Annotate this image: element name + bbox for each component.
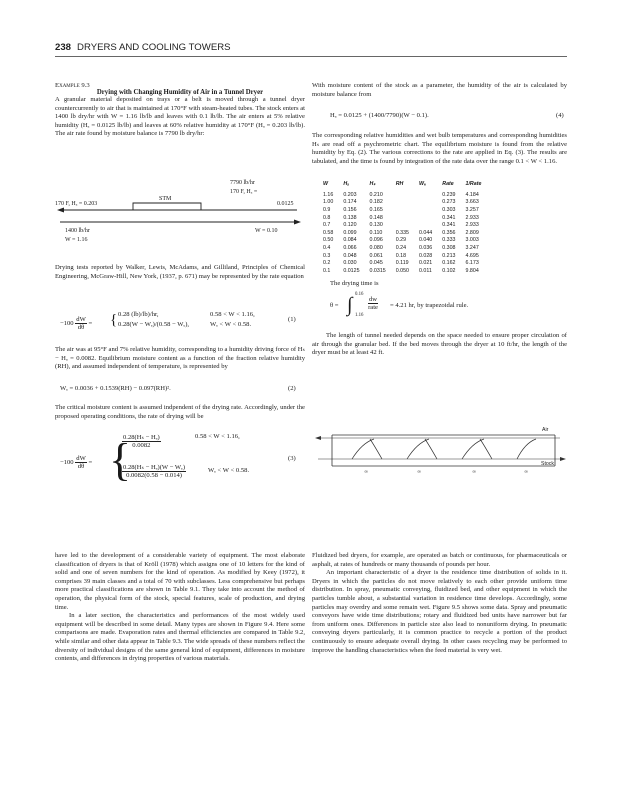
table-cell	[391, 221, 414, 229]
flow-markers	[364, 469, 528, 475]
table-cell: 0.148	[369, 214, 383, 221]
table-cell: 2.933	[465, 214, 479, 221]
eq3-derivative: $\frac{dW}{d\theta}$	[76, 455, 86, 470]
example-right-column-length	[312, 332, 567, 358]
table-cell: 0.333	[442, 237, 456, 244]
figure-stock-label: Stock	[541, 461, 554, 467]
airflow-arcs	[352, 439, 536, 459]
table-cell: 0.048	[343, 252, 357, 259]
eq1-brace: {	[110, 312, 118, 328]
table-cell: 0.182	[369, 199, 383, 206]
table-row	[318, 214, 486, 222]
eq1-number: (1)	[288, 316, 296, 323]
example-left-column-lower	[55, 264, 305, 281]
running-title: DRYERS AND COOLING TOWERS	[77, 42, 231, 53]
table-row	[318, 199, 486, 207]
table-cell: 3.247	[465, 244, 479, 251]
right-para-method: The corresponding relative humidities and wet bulb temperatures and corresponding humidities Hₛ are read off a psychrometric chart. The equilibrium moisture is found from the relative humidity by Eq. (2). The various corrections to the rate are applied in Eq. (3). The results are tabulated, and the time is found by integration of the rate data over the range 0.1 < W < 1.16.	[312, 132, 567, 165]
body-right-column	[312, 552, 567, 655]
table-cell: 3.257	[465, 206, 479, 213]
table-row	[318, 191, 486, 199]
table-cell: 0.356	[442, 229, 456, 236]
equation-2	[60, 385, 304, 392]
table-cell: 6.173	[465, 260, 479, 267]
table-row	[318, 206, 486, 214]
example-intro: A granular material deposited on trays or a belt is moved through a tunnel dryer countercurrently to air that is maintained at 170°F with steam-heated tubes. The stock enters at 1400 lb dry/hr with W = 1.16 lb/lb and leaves with 0.1 lb/lb. The air enters at 5% relative humidity (Hₐ = 0.0125 lb/lb) and leaves at 60% relative humidity at 170°F (Hₐ = 0.203 lb/lb). The air rate found by moisture balance is 7790 lb dry/hr:	[55, 96, 305, 138]
table-cell: 0.341	[442, 214, 456, 221]
table-row	[318, 267, 486, 275]
table-cell: 0.18	[395, 252, 407, 259]
example-para-rate-tests: Drying tests reported by Walker, Lewis, McAdams, and Gilliland, Principles of Chemical Engineering, McGraw-Hill, New York, (1937, p. 671) may be represented by the rate equation	[55, 264, 305, 280]
body-left-para-2: In a later section, the characteristics and performances of the most widely used equipment will be described in some detail. Many types are shown in Figure 9.4. Here some comparisons are made. Evaporation rates and thermal efficiencies are compared in Table 9.2, while similar and other data appear in Table 9.3. The wide spreads of these numbers reflect the diversity of individual designs of the same general kind of equipment, differences in moisture contents, and differences in drying properties of various materials.	[55, 612, 305, 663]
right-para-tunnel-length: The length of tunnel needed depends on the space needed to ensure proper circulation of air through the granular bed. If the bed moves through the dryer at 10 ft/hr, the length of the dryer must be at least 42 ft.	[312, 332, 567, 357]
table-cell: 0.138	[343, 214, 357, 221]
table-cell: 0.110	[369, 229, 383, 236]
table-cell: 0.303	[442, 206, 456, 213]
table-cell	[414, 214, 437, 222]
table-row	[318, 221, 486, 229]
table-cell: 0.29	[395, 237, 407, 244]
table-cell: 0.335	[395, 229, 409, 236]
equation-1	[60, 310, 304, 332]
eq1-range-2: Wₑ < W < 0.58.	[210, 321, 252, 328]
table-body	[318, 191, 486, 275]
table-cell: 0.0315	[369, 267, 386, 274]
table-cell: 0.203	[343, 191, 357, 198]
svg-text:∞: ∞	[364, 469, 369, 475]
table-cell: 0.165	[369, 206, 383, 213]
table-header-cell: Rate	[442, 181, 454, 187]
eq3-lhs: −100 $\frac{dW}{d\theta}$ =	[60, 455, 93, 470]
example-left-column-humidity	[55, 346, 305, 372]
table-row	[318, 259, 486, 267]
table-cell: 0.4	[323, 244, 331, 251]
table-cell: 0.3	[323, 252, 331, 259]
table-cell: 0.050	[395, 267, 409, 274]
air-arrow-icon	[57, 208, 64, 213]
table-header-row	[318, 177, 486, 191]
eq3-range-2: Wₑ < W < 0.58.	[208, 467, 250, 474]
results-table-wrap	[318, 177, 486, 275]
body-right-para-2: An important characteristic of a dryer is the residence time distribution of solids in it. Dryers in which the particles do not move relatively to each other provide uniform time distribution. In spray, pneumatic conveying, fluidized bed, and other equipment in which the particles tumble about, a substantial variation in residence time develops. Accordingly, some particles may overdry and some remain wet. Figure 9.5 shows some data. Spray and pneumatic conveyors have wide time distributions; rotary and fluidized bed units have narrower but far from uniform ones. Differences in particle size also lead to nonuniform drying. In pneumatic conveying dryers particularly, it is common practice to recycle a portion of the product continuously to ensure adequate overall drying. In other cases recycling may be performed to improve the handling characteristics when the feed material is very wet.	[312, 569, 567, 654]
table-cell: 0.239	[442, 191, 456, 198]
table-cell: 0.162	[442, 260, 456, 267]
air-inlet-humidity: 0.0125	[277, 201, 294, 207]
table-cell: 0.273	[442, 199, 456, 206]
table-cell: 0.7	[323, 222, 331, 229]
eq1-derivative: $\frac{dW}{d\theta}$	[76, 316, 86, 331]
table-cell: 0.0125	[343, 267, 360, 274]
table-cell: 0.011	[418, 267, 432, 274]
table-cell: 0.036	[418, 244, 433, 251]
example-left-column-critical	[55, 404, 305, 421]
table-cell: 0.8	[323, 214, 331, 221]
eq3-case-2: $\frac{\text{0.28(Hₛ − Hₐ)(W − Wₑ)}}{0.0082(0.58 - 0.014)}$	[123, 464, 186, 479]
example-title: Drying with Changing Humidity of Air in a Tunnel Dryer	[96, 89, 264, 96]
table-cell: 1.16	[323, 191, 334, 198]
eq3-range-1: 0.58 < W < 1.16,	[195, 433, 240, 440]
eq5-integrand: dw rate	[368, 296, 378, 311]
eq3-case-1: $\frac{\text{0.28(Hₛ − Hₐ)}}{0.0082}$	[123, 434, 160, 449]
example-left-column	[55, 82, 305, 139]
example-label: Example 9.3	[55, 82, 90, 89]
table-cell: 3.663	[465, 199, 479, 206]
tunnel-dryer-figure	[312, 425, 568, 487]
figure-air-label: Air	[542, 427, 549, 433]
drying-time-label: The drying time is	[330, 280, 379, 287]
table-cell: 0.24	[395, 244, 407, 251]
table-cell: 0.080	[369, 244, 383, 251]
table-cell: 0.9	[323, 206, 331, 213]
svg-text:∞: ∞	[417, 469, 422, 475]
equation-5	[330, 292, 567, 320]
figure-air-arrow-icon	[315, 436, 321, 440]
stock-arrow-icon	[294, 220, 301, 225]
table-cell: 0.045	[369, 260, 383, 267]
table-cell: 0.341	[442, 222, 456, 229]
table-header-cell: Hₐ	[343, 181, 350, 187]
example-para-humidity: The air was at 95°F and 7% relative humidity, corresponding to a humidity driving force of Hₛ − Hₐ = 0.0082. Equilibrium moisture content as a function of the fraction relative humidity (RH), and assumed independent of temperature, is represented by	[55, 346, 305, 371]
eq1-case-1: 0.28 (lb)/lb)/hr,	[118, 311, 159, 318]
process-diagram-lines	[55, 180, 305, 252]
eq4-number: (4)	[556, 112, 564, 119]
eq1-lhs: −100 $\frac{dW}{d\theta}$ =	[60, 316, 93, 331]
table-cell: 0.210	[369, 191, 383, 198]
table-cell: 0.096	[369, 237, 383, 244]
equation-4	[330, 112, 567, 119]
table-row	[318, 237, 486, 245]
eq3-number: (3)	[288, 455, 296, 462]
table-cell: 0.58	[323, 229, 334, 236]
page-number: 238	[55, 42, 72, 53]
table-cell	[391, 191, 414, 199]
eq4-body: Hₐ = 0.0125 + (1400/7790)(W − 0.1).	[330, 112, 429, 119]
table-cell: 2.809	[465, 229, 479, 236]
svg-text:∞: ∞	[524, 469, 529, 475]
table-cell	[391, 206, 414, 214]
table-cell: 0.030	[343, 260, 357, 267]
table-cell: 0.021	[418, 260, 433, 267]
table-cell	[414, 191, 437, 199]
table-cell	[391, 199, 414, 207]
body-left-para-1: have led to the development of a considerable variety of equipment. The most elaborate classification of dryers is that of Kröll (1978) which assigns one of 10 letters for the kind of solid and one of seven numbers for the kind of operation. As modified by Keey (1972), it comprises 39 main classes and a total of 70 with subclasses. Less comprehensive but perhaps more practical classifications are shown in Table 9.1. They take into account the method of operation, the physical form of the stock, special features, scale of production, and drying time.	[55, 552, 305, 611]
table-cell: 4.184	[465, 191, 479, 198]
stock-inlet-moisture: W = 1.16	[65, 237, 88, 243]
table-cell: 0.084	[343, 237, 357, 244]
table-row	[318, 244, 486, 252]
table-cell: 0.50	[323, 237, 334, 244]
table-cell: 9.804	[465, 267, 479, 274]
integral-icon: ∫	[347, 294, 353, 316]
table-cell	[391, 214, 414, 222]
body-left-column	[55, 552, 305, 664]
table-cell: 0.099	[343, 229, 357, 236]
eq2-body: Wₑ = 0.0036 + 0.1539(RH) − 0.097(RH)².	[60, 385, 171, 392]
equation-3	[60, 433, 304, 495]
table-cell	[414, 199, 437, 207]
tunnel-dryer-drawing	[312, 425, 568, 487]
table-header-cell: 1/Rate	[465, 181, 482, 187]
example-right-column-method	[312, 132, 567, 166]
right-para-moisture-balance: With moisture content of the stock as a parameter, the humidity of the air is calculated by moisture balance from	[312, 82, 567, 98]
table-header-cell: Hₛ	[369, 181, 376, 187]
table-cell	[414, 221, 437, 229]
table-header-cell: W	[323, 181, 328, 187]
running-header	[55, 42, 231, 53]
table-cell: 0.174	[343, 199, 357, 206]
table-cell: 1.00	[323, 199, 334, 206]
table-cell: 0.130	[369, 222, 383, 229]
stock-outlet-moisture: W = 0.10	[255, 228, 278, 234]
table-cell: 0.066	[343, 244, 357, 251]
table-header-cell: Wₑ	[418, 181, 427, 187]
table-cell: 0.119	[395, 260, 409, 267]
table-cell: 0.102	[442, 267, 456, 274]
table-cell: 0.028	[418, 252, 433, 259]
air-flow-rate: 7790 lb/hr	[230, 180, 255, 186]
body-right-para-1: Fluidized bed dryers, for example, are operated as batch or continuous, for pharmaceuticals or asphalt, at rates of hundreds or many thousands of pounds per hour.	[312, 552, 567, 568]
table-row	[318, 229, 486, 237]
table-cell: 0.2	[323, 260, 331, 267]
table-header-cell: RH	[395, 181, 404, 187]
table-cell: 2.933	[465, 222, 479, 229]
table-cell: 0.061	[369, 252, 383, 259]
eq5-upper-limit: 0.16	[355, 292, 364, 297]
example-right-column	[312, 82, 567, 99]
air-inlet-conditions: 170 F, Hₐ =	[230, 189, 258, 195]
example-para-critical: The critical moisture content is assumed indpendent of the drying rate. Accordingly, under the proposed operating conditions, the rate of drying will be	[55, 404, 305, 420]
process-diagram	[55, 180, 305, 252]
table-cell: 0.213	[442, 252, 456, 259]
table-cell: 0.044	[418, 229, 433, 236]
eq5-rhs: = 4.21 hr, by trapezoidal rule.	[390, 302, 469, 309]
eq3-brace: {	[109, 434, 132, 485]
table-cell	[414, 206, 437, 214]
table-cell: 0.308	[442, 244, 456, 251]
eq1-case-2: 0.28(W − Wₑ)/(0.58 − Wₑ),	[118, 321, 190, 328]
eq5-lhs: θ =	[330, 302, 339, 309]
eq2-number: (2)	[288, 385, 296, 392]
table-row	[318, 252, 486, 260]
steam-label: STM	[159, 196, 172, 202]
air-outlet-conditions: 170 F, Hₐ = 0.203	[55, 201, 98, 207]
table-cell: 4.695	[465, 252, 479, 259]
svg-text:∞: ∞	[472, 469, 477, 475]
eq5-lower-limit: 1.16	[355, 313, 364, 318]
table-cell: 0.156	[343, 206, 357, 213]
table-cell: 0.040	[418, 237, 433, 244]
table-cell: 3.003	[465, 237, 479, 244]
table-cell: 0.1	[323, 267, 331, 274]
stock-inlet-rate: 1400 lb/hr	[65, 228, 90, 234]
header-rule	[55, 56, 567, 57]
table-cell: 0.120	[343, 222, 357, 229]
results-table	[318, 177, 486, 275]
figure-stock-arrow-icon	[560, 457, 566, 461]
eq1-range-1: 0.58 < W < 1.16,	[210, 311, 255, 318]
